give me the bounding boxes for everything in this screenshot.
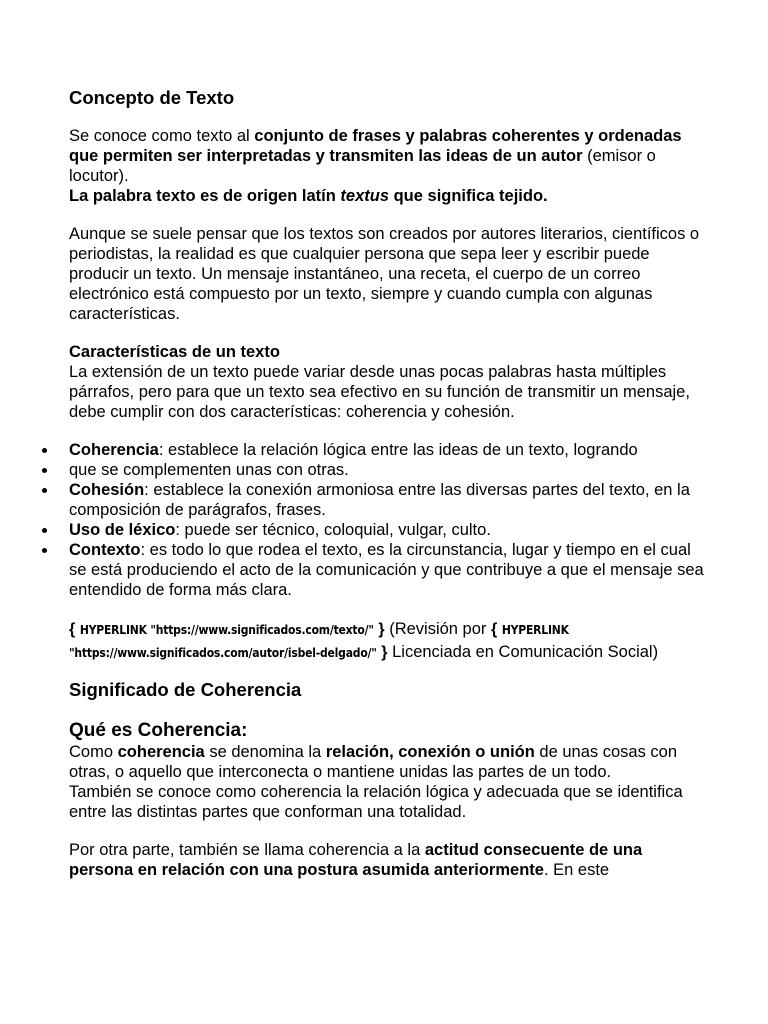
bullet-icon xyxy=(42,548,47,553)
citation xyxy=(69,618,709,664)
heading-concepto-texto: Concepto de Texto xyxy=(69,87,235,108)
field-close-brace: } xyxy=(378,621,385,638)
list-item-text: : establece la conexión armoniosa entre las diversas partes del texto, en la composición de parágrafos, frases. xyxy=(69,481,690,519)
definition-bold: conjunto de frases y palabras coherentes y ordenadas que permiten ser interpretadas y transmiten las ideas de un autor xyxy=(69,127,682,165)
list-item-text: : es todo lo que rodea el texto, es la circunstancia, lugar y tiempo en el cual se está produciendo el acto de la comunicación y que contribuye a que el mensaje sea entendido de forma más clara. xyxy=(69,541,704,599)
actitud-text-a: Por otra parte, también se llama coherencia a la xyxy=(69,841,425,859)
actitud-text-b: . En este xyxy=(543,861,610,879)
list-item xyxy=(69,540,709,600)
coherencia-text-a: Como xyxy=(69,743,118,761)
citation-text-revision: (Revisión por xyxy=(384,620,491,638)
document-body xyxy=(69,86,709,880)
paragraph-etymology xyxy=(69,186,709,206)
hyperlink-field-autor[interactable]: HYPERLINK "https://www.significados.com/autor/isbel-delgado/" xyxy=(69,623,569,660)
bullet-icon xyxy=(42,488,47,493)
coherencia-bold-term: coherencia xyxy=(117,743,205,761)
list-item-term: Contexto xyxy=(69,541,141,559)
etymology-latin-word: textus xyxy=(340,187,390,205)
bullet-icon xyxy=(42,448,47,453)
section-caracteristicas-body: La extensión de un texto puede variar desde unas pocas palabras hasta múltiples párrafos, pero para que un texto sea efectivo en su función de transmitir un mensaje, debe cumplir con dos características: coherencia y cohesión. xyxy=(69,363,690,421)
paragraph-definition xyxy=(69,126,709,186)
citation-text-licenciada: Licenciada en Comunicación Social) xyxy=(387,643,659,661)
list-item-term: Coherencia xyxy=(69,441,159,459)
paragraph-coherencia-logica: También se conoce como coherencia la relación lógica y adecuada que se identifica entre las distintas partes que conforman una totalidad. xyxy=(69,783,683,821)
list-item xyxy=(69,440,709,460)
field-close-brace: } xyxy=(381,644,388,661)
etymology-start: La palabra texto es de origen latín xyxy=(69,187,341,205)
list-item-text: que se complementen unas con otras. xyxy=(69,461,349,479)
etymology-end: que significa tejido. xyxy=(389,187,548,205)
list-item xyxy=(69,480,709,520)
paragraph-coherencia-definition xyxy=(69,742,709,782)
section-caracteristicas-title: Características de un texto xyxy=(69,343,280,361)
field-open-brace: { xyxy=(490,621,498,638)
coherencia-text-d: de unas cosas con otras, o aquello que interconecta o mantiene unidas las partes de un todo. xyxy=(69,743,678,781)
bullet-icon xyxy=(42,528,47,533)
list-item-text: : establece la relación lógica entre las ideas de un texto, logrando xyxy=(158,441,638,459)
list-item-term: Uso de léxico xyxy=(69,521,176,539)
characteristics-list xyxy=(69,440,709,600)
paragraph-authors: Aunque se suele pensar que los textos son creados por autores literarios, científicos o periodistas, la realidad es que cualquier persona que sepa leer y escribir puede producir un texto. Un mensaje instantáneo, una receta, el cuerpo de un correo electrónico está compuesto por un texto, siempre y cuando cumpla con algunas características. xyxy=(69,225,700,323)
definition-tail: (emisor o locutor). xyxy=(69,147,656,185)
coherencia-text-c: se denomina la xyxy=(204,743,326,761)
actitud-bold: actitud consecuente de una persona en relación con una postura asumida anteriormente xyxy=(69,841,643,879)
coherencia-bold-relation: relación, conexión o unión xyxy=(325,743,535,761)
definition-intro: Se conoce como texto al xyxy=(69,127,255,145)
paragraph-actitud xyxy=(69,840,709,880)
list-item xyxy=(69,460,709,480)
list-item xyxy=(69,520,709,540)
section-caracteristicas xyxy=(69,342,709,422)
field-open-brace: { xyxy=(69,621,76,638)
list-item-term: Cohesión xyxy=(69,481,145,499)
bullet-icon xyxy=(42,468,47,473)
hyperlink-field-texto[interactable]: HYPERLINK "https://www.significados.com/texto/" xyxy=(79,623,374,637)
heading-significado-coherencia: Significado de Coherencia xyxy=(69,679,302,700)
heading-que-es-coherencia: Qué es Coherencia: xyxy=(69,720,248,741)
list-item-text: : puede ser técnico, coloquial, vulgar, culto. xyxy=(175,521,491,539)
